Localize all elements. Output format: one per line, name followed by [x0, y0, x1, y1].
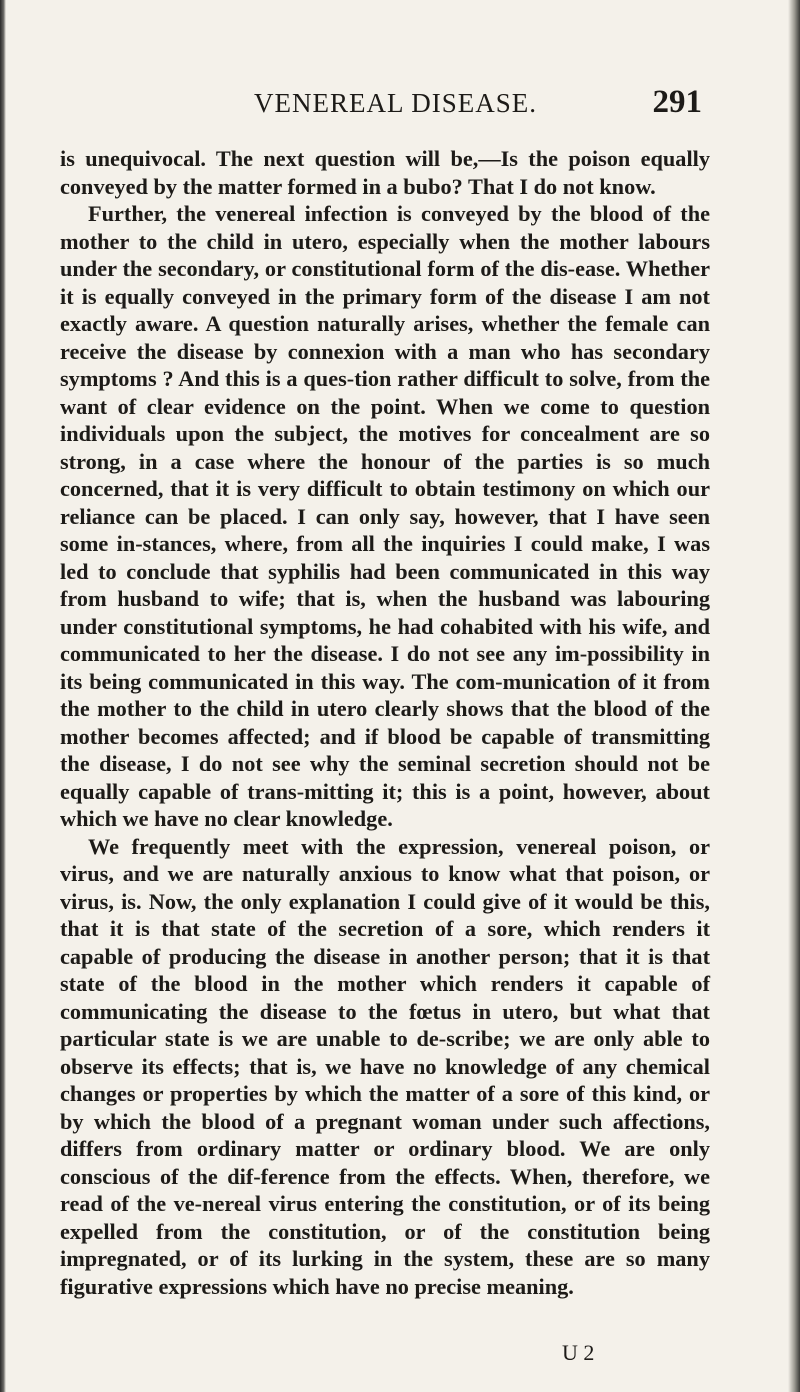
running-head: VENEREAL DISEASE.: [254, 88, 537, 118]
page-header: [150, 86, 702, 126]
body-text: [60, 145, 710, 1300]
paragraph: is unequivocal. The next question will be,—Is the poison equally conveyed by the matter formed in a bubo? That I do not know.: [60, 146, 710, 199]
signature-mark: U 2: [562, 1340, 595, 1365]
page-number: 291: [652, 84, 702, 120]
paragraph: Further, the venereal infection is conveyed by the blood of the mother to the child in utero, especially when the mother labours under the secondary, or constitutional form of the dis-ease. Whether it is equally conveyed in the primary form of the disease I am not exactly aware. A question naturally arises, whether the female can receive the disease by connexion with a man who has secondary symptoms ? And this is a ques-tion rather difficult to solve, from the want of clear evidence on the point. When we come to question individuals upon the subject, the motives for concealment are so strong, in a case where the honour of the parties is so much concerned, that it is very difficult to obtain testimony on which our reliance can be placed. I can only say, however, that I have seen some in-stances, where, from all the inquiries I could make, I was led to conclude that syphilis had been communicated in this way from husband to wife; that is, when the husband was labouring under constitutional symptoms, he had cohabited with his wife, and communicated to her the disease. I do not see any im-possibility in its being communicated in this way. The com-munication of it from the mother to the child in utero clearly shows that the blood of the mother becomes affected; and if blood be capable of transmitting the disease, I do not see why the seminal secretion should not be equally capable of trans-mitting it; this is a point, however, about which we have no clear knowledge.: [60, 201, 710, 831]
page-left-edge: [0, 0, 6, 1392]
page-right-edge: [788, 0, 800, 1392]
paragraph: We frequently meet with the expression, venereal poison, or virus, and we are naturally anxious to know what that poison, or virus, is. Now, the only explanation I could give of it would be this, that it is that state of the secretion of a sore, which renders it capable of producing the disease in another person; that it is that state of the blood in the mother which renders it capable of communicating the disease to the fœtus in utero, but what that particular state is we are unable to de-scribe; we are only able to observe its effects; that is, we have no knowledge of any chemical changes or properties by which the matter of a sore of this kind, or by which the blood of a pregnant woman under such affections, differs from ordinary matter or ordinary blood. We are only conscious of the dif-ference from the effects. When, therefore, we read of the ve-nereal virus entering the constitution, or of its being expelled from the constitution, or of the constitution being impregnated, or of its lurking in the system, these are so many figurative expressions which have no precise meaning.: [60, 833, 710, 1299]
